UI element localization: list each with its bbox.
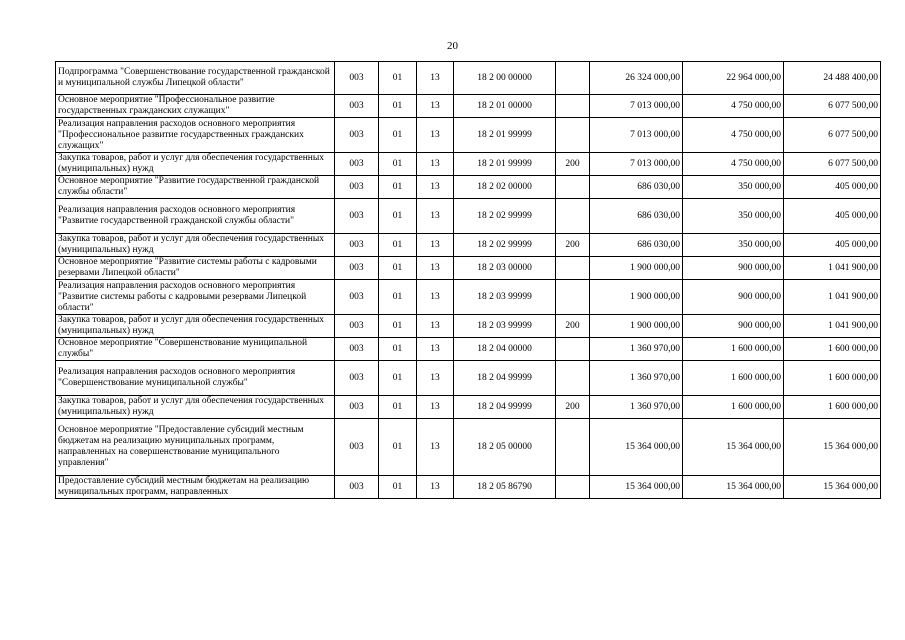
row-section-code: 01: [379, 361, 417, 396]
row-section-code: 01: [379, 95, 417, 118]
table-row: [56, 476, 881, 499]
row-ministry-code: 003: [335, 338, 379, 361]
row-expense-kind: 200: [556, 396, 590, 419]
row-amount-3: 405 000,00: [784, 176, 881, 199]
row-ministry-code: 003: [335, 234, 379, 257]
row-expense-kind: [556, 361, 590, 396]
table-row: [56, 361, 881, 396]
row-ministry-code: 003: [335, 280, 379, 315]
row-amount-2: 4 750 000,00: [683, 118, 784, 153]
row-section-code: 01: [379, 476, 417, 499]
table-row: [56, 419, 881, 476]
row-section-code: 01: [379, 118, 417, 153]
row-amount-3: 1 600 000,00: [784, 396, 881, 419]
row-amount-1: 686 030,00: [590, 234, 683, 257]
row-target-article: 18 2 00 00000: [454, 62, 556, 95]
row-ministry-code: 003: [335, 118, 379, 153]
row-amount-2: 4 750 000,00: [683, 95, 784, 118]
row-target-article: 18 2 03 00000: [454, 257, 556, 280]
row-amount-2: 900 000,00: [683, 315, 784, 338]
row-amount-3: 1 041 900,00: [784, 315, 881, 338]
table-row: [56, 118, 881, 153]
row-amount-3: 15 364 000,00: [784, 419, 881, 476]
row-target-article: 18 2 04 99999: [454, 396, 556, 419]
row-subsection-code: 13: [417, 257, 454, 280]
row-expense-kind: [556, 257, 590, 280]
row-section-code: 01: [379, 338, 417, 361]
row-amount-3: 24 488 400,00: [784, 62, 881, 95]
row-amount-3: 1 041 900,00: [784, 257, 881, 280]
row-subsection-code: 13: [417, 315, 454, 338]
row-name: Закупка товаров, работ и услуг для обеспечения государственных (муниципальных) нужд: [56, 315, 335, 338]
row-expense-kind: [556, 280, 590, 315]
row-amount-2: 350 000,00: [683, 176, 784, 199]
row-expense-kind: [556, 176, 590, 199]
row-expense-kind: [556, 118, 590, 153]
row-ministry-code: 003: [335, 396, 379, 419]
row-amount-2: 1 600 000,00: [683, 361, 784, 396]
row-subsection-code: 13: [417, 118, 454, 153]
row-section-code: 01: [379, 280, 417, 315]
row-amount-2: 22 964 000,00: [683, 62, 784, 95]
row-ministry-code: 003: [335, 476, 379, 499]
table-row: [56, 257, 881, 280]
row-target-article: 18 2 05 00000: [454, 419, 556, 476]
row-target-article: 18 2 02 99999: [454, 199, 556, 234]
row-subsection-code: 13: [417, 234, 454, 257]
row-section-code: 01: [379, 419, 417, 476]
table-row: [56, 234, 881, 257]
row-name: Реализация направления расходов основного мероприятия "Совершенствование муниципальной службы": [56, 361, 335, 396]
row-amount-3: 6 077 500,00: [784, 153, 881, 176]
budget-table: [55, 61, 881, 499]
row-ministry-code: 003: [335, 257, 379, 280]
row-target-article: 18 2 05 86790: [454, 476, 556, 499]
row-expense-kind: 200: [556, 153, 590, 176]
table-row: [56, 199, 881, 234]
row-ministry-code: 003: [335, 315, 379, 338]
row-expense-kind: [556, 62, 590, 95]
row-name: Основное мероприятие "Развитие системы работы с кадровыми резервами Липецкой области": [56, 257, 335, 280]
row-subsection-code: 13: [417, 280, 454, 315]
row-target-article: 18 2 02 99999: [454, 234, 556, 257]
row-target-article: 18 2 03 99999: [454, 315, 556, 338]
row-amount-3: 6 077 500,00: [784, 95, 881, 118]
row-ministry-code: 003: [335, 361, 379, 396]
row-amount-1: 686 030,00: [590, 199, 683, 234]
row-expense-kind: [556, 338, 590, 361]
table-row: [56, 315, 881, 338]
row-subsection-code: 13: [417, 176, 454, 199]
row-expense-kind: [556, 419, 590, 476]
table-row: [56, 396, 881, 419]
row-subsection-code: 13: [417, 338, 454, 361]
row-name: Основное мероприятие "Развитие государственной гражданской службы области": [56, 176, 335, 199]
row-amount-3: 405 000,00: [784, 199, 881, 234]
row-amount-2: 15 364 000,00: [683, 419, 784, 476]
row-amount-3: 1 041 900,00: [784, 280, 881, 315]
row-name: Закупка товаров, работ и услуг для обеспечения государственных (муниципальных) нужд: [56, 153, 335, 176]
row-name: Закупка товаров, работ и услуг для обеспечения государственных (муниципальных) нужд: [56, 234, 335, 257]
row-expense-kind: 200: [556, 234, 590, 257]
table-body: [56, 62, 881, 499]
row-name: Предоставление субсидий местным бюджетам на реализацию муниципальных программ, направленных: [56, 476, 335, 499]
row-amount-2: 4 750 000,00: [683, 153, 784, 176]
row-amount-1: 15 364 000,00: [590, 476, 683, 499]
row-amount-2: 350 000,00: [683, 199, 784, 234]
row-amount-2: 1 600 000,00: [683, 396, 784, 419]
row-ministry-code: 003: [335, 153, 379, 176]
row-amount-3: 6 077 500,00: [784, 118, 881, 153]
row-amount-1: 686 030,00: [590, 176, 683, 199]
page-number: 20: [447, 40, 458, 52]
row-expense-kind: [556, 95, 590, 118]
row-amount-1: 1 900 000,00: [590, 315, 683, 338]
row-target-article: 18 2 04 00000: [454, 338, 556, 361]
row-section-code: 01: [379, 315, 417, 338]
table-row: [56, 338, 881, 361]
row-amount-1: 1 360 970,00: [590, 338, 683, 361]
table-row: [56, 62, 881, 95]
row-subsection-code: 13: [417, 361, 454, 396]
row-target-article: 18 2 04 99999: [454, 361, 556, 396]
row-section-code: 01: [379, 153, 417, 176]
row-subsection-code: 13: [417, 153, 454, 176]
row-target-article: 18 2 03 99999: [454, 280, 556, 315]
row-ministry-code: 003: [335, 419, 379, 476]
row-expense-kind: [556, 199, 590, 234]
row-ministry-code: 003: [335, 176, 379, 199]
row-ministry-code: 003: [335, 95, 379, 118]
row-expense-kind: [556, 476, 590, 499]
row-amount-1: 26 324 000,00: [590, 62, 683, 95]
row-name: Основное мероприятие "Профессиональное развитие государственных гражданских служащих": [56, 95, 335, 118]
table-row: [56, 95, 881, 118]
row-subsection-code: 13: [417, 62, 454, 95]
row-amount-2: 350 000,00: [683, 234, 784, 257]
row-amount-2: 900 000,00: [683, 280, 784, 315]
row-subsection-code: 13: [417, 199, 454, 234]
row-name: Реализация направления расходов основного мероприятия "Развитие государственной гражданской службы области": [56, 199, 335, 234]
row-section-code: 01: [379, 396, 417, 419]
table-row: [56, 153, 881, 176]
row-amount-3: 405 000,00: [784, 234, 881, 257]
table-row: [56, 280, 881, 315]
row-subsection-code: 13: [417, 476, 454, 499]
row-amount-2: 900 000,00: [683, 257, 784, 280]
row-amount-3: 1 600 000,00: [784, 361, 881, 396]
row-amount-1: 7 013 000,00: [590, 153, 683, 176]
row-ministry-code: 003: [335, 199, 379, 234]
row-amount-1: 7 013 000,00: [590, 118, 683, 153]
row-amount-1: 1 900 000,00: [590, 280, 683, 315]
row-ministry-code: 003: [335, 62, 379, 95]
row-amount-1: 7 013 000,00: [590, 95, 683, 118]
row-amount-1: 1 360 970,00: [590, 361, 683, 396]
row-target-article: 18 2 01 99999: [454, 118, 556, 153]
row-amount-1: 1 900 000,00: [590, 257, 683, 280]
row-section-code: 01: [379, 176, 417, 199]
row-name: Основное мероприятие "Совершенствование муниципальной службы": [56, 338, 335, 361]
row-target-article: 18 2 01 00000: [454, 95, 556, 118]
row-target-article: 18 2 01 99999: [454, 153, 556, 176]
row-subsection-code: 13: [417, 419, 454, 476]
row-subsection-code: 13: [417, 396, 454, 419]
row-section-code: 01: [379, 257, 417, 280]
row-name: Реализация направления расходов основного мероприятия "Развитие системы работы с кадровыми резервами Липецкой области": [56, 280, 335, 315]
row-amount-2: 15 364 000,00: [683, 476, 784, 499]
row-section-code: 01: [379, 234, 417, 257]
row-amount-1: 15 364 000,00: [590, 419, 683, 476]
row-amount-1: 1 360 970,00: [590, 396, 683, 419]
table-row: [56, 176, 881, 199]
row-section-code: 01: [379, 62, 417, 95]
row-target-article: 18 2 02 00000: [454, 176, 556, 199]
row-name: Реализация направления расходов основного мероприятия "Профессиональное развитие государственных гражданских служащих": [56, 118, 335, 153]
row-section-code: 01: [379, 199, 417, 234]
row-name: Подпрограмма "Совершенствование государственной гражданской и муниципальной службы Липецкой области": [56, 62, 335, 95]
row-amount-3: 15 364 000,00: [784, 476, 881, 499]
row-expense-kind: 200: [556, 315, 590, 338]
row-amount-3: 1 600 000,00: [784, 338, 881, 361]
row-subsection-code: 13: [417, 95, 454, 118]
row-name: Основное мероприятие "Предоставление субсидий местным бюджетам на реализацию муниципальных программ, направленных на совершенствование муниципального управления": [56, 419, 335, 476]
row-amount-2: 1 600 000,00: [683, 338, 784, 361]
row-name: Закупка товаров, работ и услуг для обеспечения государственных (муниципальных) нужд: [56, 396, 335, 419]
